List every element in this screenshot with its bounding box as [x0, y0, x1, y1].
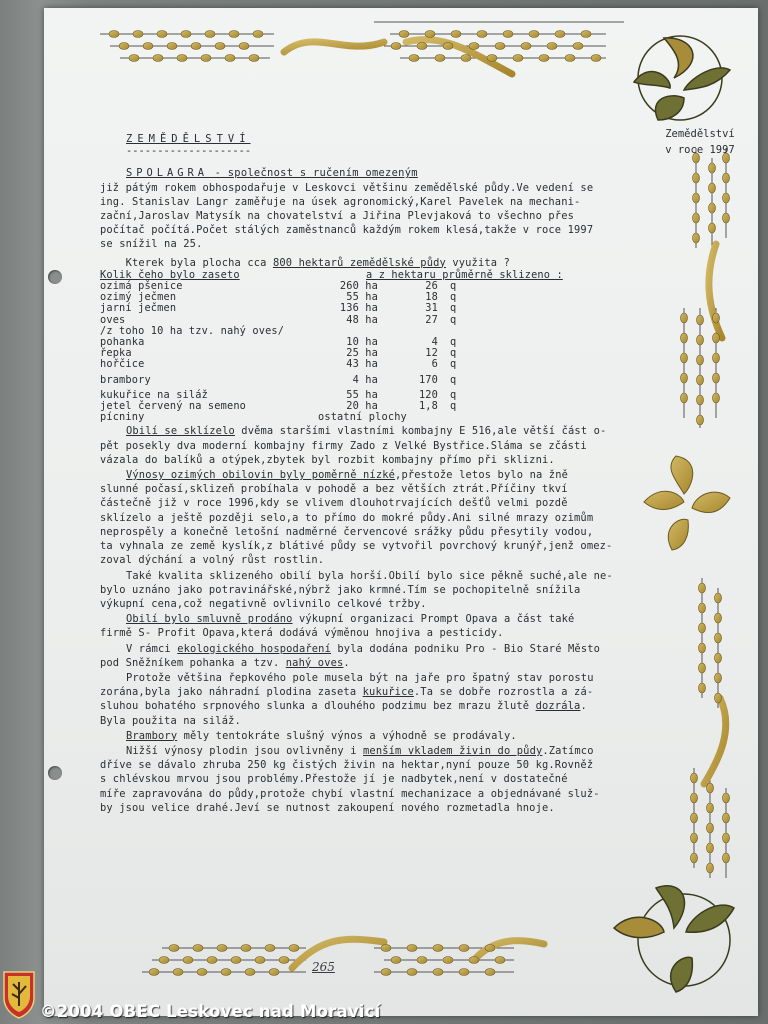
table-cell-empty — [498, 375, 534, 386]
gold-dot — [459, 969, 469, 976]
gold-dot — [241, 945, 251, 952]
gold-dot — [461, 55, 471, 62]
gold-dot — [715, 653, 722, 663]
gold-dot — [707, 863, 714, 873]
crop-unit: q — [450, 358, 457, 371]
table-header-right: a z hektaru průměrně sklizeno : — [366, 268, 563, 281]
crop-yield: 170 — [418, 373, 438, 386]
gold-dot — [477, 31, 487, 38]
gold-dot — [407, 945, 417, 952]
crop-name: ozimý ječmen — [100, 291, 177, 304]
intro-line: již pátým rokem obhospodařuje v Leskovci většinu zemědělské půdy.Ve vedení se — [100, 181, 594, 194]
gold-dot — [709, 183, 716, 193]
paragraph-line — [100, 453, 700, 467]
top-dotted-rule — [100, 22, 624, 58]
paragraph-line — [100, 685, 700, 699]
text-segment: neprospěly a konečně letošní nadměrné červencové srážky půdu přesytily vodou, — [100, 525, 594, 538]
text-segment: sklízelo a ještě později selo,a to přímo do mokré půdy.Ani silné mrazy ozimům — [100, 511, 594, 524]
gold-dot — [381, 945, 391, 952]
text-segment: ta vyhnala ze země kyslík,z blátivé půdy se vytvořil povrchový krunýř,jenž omez- — [100, 540, 613, 553]
paragraph-line — [100, 642, 700, 656]
gold-dot — [153, 55, 163, 62]
paragraph-line — [100, 699, 700, 713]
gold-dot — [715, 633, 722, 643]
gold-dot — [513, 55, 523, 62]
gold-dot — [253, 31, 263, 38]
heading-rule: -------------------- — [126, 145, 252, 158]
crop-yield — [378, 412, 438, 423]
paragraph-line — [100, 612, 700, 626]
company-name: SPOLAGRA — [126, 167, 209, 180]
paragraph-line — [100, 729, 700, 743]
paragraph-line — [100, 424, 700, 438]
gold-dot — [255, 957, 265, 964]
paragraph — [100, 729, 700, 743]
crop-yield: 27 — [425, 313, 438, 326]
gold-dot — [173, 969, 183, 976]
text-segment: by jsou velice drahé.Jeví se nutnost zakoupení nového rozmetadla hnoje. — [100, 801, 555, 814]
table-cell-empty — [498, 292, 534, 303]
crop-area: 25 ha — [346, 347, 378, 360]
copyright-text: ©2004 OBEC Leskovec nad Moravicí — [40, 1002, 381, 1021]
gold-dot — [143, 43, 153, 50]
crop-area: 20 ha — [346, 400, 378, 413]
side-note-line1: Zemědělství — [665, 128, 735, 140]
crop-area: 48 ha — [346, 313, 378, 326]
text-segment: míře zapravována do půdy,protože chybí vlastní mechanizace a objednávané služ- — [100, 787, 600, 800]
crop-yield: 12 — [425, 347, 438, 360]
crop-table — [100, 270, 700, 424]
crop-name: /z toho 10 ha tzv. nahý oves/ — [100, 324, 285, 337]
paragraph — [100, 468, 700, 567]
text-segment: ,přestože letos bylo na žně — [395, 469, 569, 482]
gold-dot — [229, 31, 239, 38]
corner-flower-bottom — [614, 886, 734, 992]
paragraph-line — [100, 744, 700, 758]
table-cell-empty — [498, 281, 534, 292]
gold-dot — [269, 969, 279, 976]
crop-unit: q — [450, 347, 457, 360]
gold-dot — [181, 31, 191, 38]
gold-dot — [239, 43, 249, 50]
gold-dot — [443, 43, 453, 50]
paragraph-line — [100, 671, 700, 685]
crop-yield: 120 — [418, 388, 438, 401]
table-cell-empty — [498, 390, 534, 401]
paragraph-line — [100, 553, 700, 567]
table-header-left: Kolik čeho bylo zaseto — [100, 268, 240, 281]
table-cell-empty — [498, 326, 534, 337]
gold-dot — [713, 373, 720, 383]
underlined-phrase: Výnosy ozimých obilovin byly poměrně nízké — [126, 469, 396, 482]
gold-dot — [407, 969, 417, 976]
gold-dot — [443, 957, 453, 964]
gold-dot — [197, 969, 207, 976]
gold-dot — [193, 945, 203, 952]
underlined-phrase: kukuřice — [362, 686, 414, 699]
area-after: využita ? — [445, 256, 510, 269]
text-segment: byla dodána podniku Pro - Bio Staré Město — [331, 642, 601, 655]
top-swirl — [284, 42, 384, 52]
crop-name: jarní ječmen — [100, 302, 177, 315]
gold-dot — [565, 55, 575, 62]
table-cell-empty — [498, 348, 534, 359]
paragraph-line — [100, 569, 700, 583]
gold-dot — [231, 957, 241, 964]
gold-dot — [167, 43, 177, 50]
paragraph — [100, 671, 700, 728]
gold-dot — [409, 55, 419, 62]
gold-dot — [723, 793, 730, 803]
paragraph — [100, 642, 700, 670]
table-cell-empty — [498, 359, 534, 370]
intro-line: počítač počítá.Počet stálých zaměstnanců každým rokem klesá,takže v roce 1997 — [100, 224, 594, 237]
crop-name: brambory — [100, 373, 151, 386]
gold-dot — [573, 43, 583, 50]
gold-dot — [109, 31, 119, 38]
paragraph-line — [100, 772, 700, 786]
gold-dot — [201, 55, 211, 62]
gold-dot — [691, 853, 698, 863]
gold-dot — [503, 31, 513, 38]
text-segment: Byla použita na siláž. — [100, 714, 241, 727]
text-segment: zorána,byla jako náhradní plodina zaseta — [100, 686, 363, 699]
gold-dot — [169, 945, 179, 952]
crop-yield: 6 — [431, 358, 438, 371]
text-segment: částečně již v roce 1996,kdy se vlivem dlouhotrvajících dešťů velmi pozdě — [100, 497, 568, 510]
gold-dot — [521, 43, 531, 50]
crop-name: pohanka — [100, 336, 145, 349]
text-segment: Protože většina řepkového pole musela být na jaře pro špatný stav porostu — [126, 671, 594, 684]
gold-dot — [451, 31, 461, 38]
gold-dot — [547, 43, 557, 50]
crop-unit: q — [450, 302, 457, 315]
gold-dot — [391, 43, 401, 50]
underlined-phrase: Brambory — [126, 729, 178, 742]
company-line — [126, 166, 700, 180]
text-segment: sluhou bohatého srpnového slunka a dlouhého podzimu bez mrazu žlutě — [100, 700, 536, 713]
gold-dot — [713, 393, 720, 403]
gold-dot — [485, 969, 495, 976]
gold-dot — [433, 969, 443, 976]
text-segment: V rámci — [126, 642, 178, 655]
paragraph-line — [100, 583, 700, 597]
gold-dot — [133, 31, 143, 38]
gold-dot — [391, 957, 401, 964]
text-segment: .Zatímco — [542, 744, 594, 757]
area-line — [100, 256, 700, 270]
gold-dot — [723, 193, 730, 203]
text-segment: . — [580, 700, 587, 713]
text-segment: měly tentokráte slušný výnos a výhodně se prodávaly. — [177, 729, 517, 742]
section-heading: ZEMĚDĚLSTVÍ — [126, 133, 251, 145]
text-segment: s chlévskou mrvou jsou problémy.Přestože jí je nadbytek,není v dostatečné — [100, 773, 568, 786]
text-segment: Nižší výnosy plodin jsou ovlivněny i — [126, 744, 364, 757]
gold-dot — [709, 223, 716, 233]
gold-dot — [469, 957, 479, 964]
gold-dot — [221, 969, 231, 976]
text-segment: Také kvalita sklizeného obilí byla horší.Obilí bylo sice pěkně suché,ale ne- — [126, 569, 613, 582]
gold-dot — [691, 833, 698, 843]
crop-unit: q — [450, 373, 457, 386]
crop-unit: q — [450, 388, 457, 401]
gold-dot — [265, 945, 275, 952]
text-segment: bylo uznáno jako potravinářské,nýbrž jako krmné.Tím se pochopitelně snížila — [100, 583, 581, 596]
gold-dot — [709, 163, 716, 173]
gold-dot — [485, 945, 495, 952]
chronicle-text — [100, 122, 700, 815]
crop-name: řepka — [100, 347, 132, 360]
gold-dot — [723, 833, 730, 843]
gold-dot — [191, 43, 201, 50]
paragraph-line — [100, 539, 700, 553]
gold-dot — [713, 333, 720, 343]
underlined-phrase: dozrála — [535, 700, 581, 713]
page-number: 265 — [312, 960, 335, 974]
crop-area: 55 ha — [346, 388, 378, 401]
text-segment: slunné počasí,sklizeň probíhala v pohodě a bez větších ztrát.Příčiny tkví — [100, 483, 568, 496]
crop-yield: 4 — [431, 336, 438, 349]
crop-area: 55 ha — [346, 291, 378, 304]
gold-dot — [723, 813, 730, 823]
text-segment: .Ta se dobře rozrostla a zá- — [413, 686, 594, 699]
gold-dot — [215, 43, 225, 50]
gold-dot — [715, 673, 722, 683]
paragraph-line — [100, 439, 700, 453]
crop-name: jetel červený na semeno — [100, 400, 247, 413]
paragraph — [100, 424, 700, 467]
gold-dot — [279, 957, 289, 964]
gold-dot — [715, 593, 722, 603]
crop-area: 136 ha — [339, 302, 378, 315]
gold-dot — [459, 945, 469, 952]
gold-dot — [245, 969, 255, 976]
gold-dot — [177, 55, 187, 62]
text-segment: vázala do balíků a otýpek,zbytek byl rozbit kombajny přímo při sklizni. — [100, 453, 555, 466]
text-segment: pod Sněžníkem pohanka a tzv. — [100, 656, 286, 669]
underlined-phrase: Obilí se sklízelo — [126, 425, 235, 438]
gold-dot — [433, 945, 443, 952]
crop-yield: 18 — [425, 291, 438, 304]
company-type: - společnost s ručením omezeným — [208, 167, 418, 180]
gold-dot — [707, 803, 714, 813]
gold-dot — [715, 693, 722, 703]
underlined-phrase: nahý oves — [285, 656, 344, 669]
table-cell-empty — [498, 315, 534, 326]
crop-name: hořčice — [100, 358, 145, 371]
gold-dot — [529, 31, 539, 38]
gold-dot — [157, 31, 167, 38]
paragraph-line — [100, 787, 700, 801]
crop-area: 4 ha — [352, 373, 378, 386]
gold-dot — [119, 43, 129, 50]
paragraph-line — [100, 482, 700, 496]
gold-dot — [495, 43, 505, 50]
gold-dot — [207, 957, 217, 964]
crop-area: 43 ha — [346, 358, 378, 371]
crop-yield: 31 — [425, 302, 438, 315]
gold-dot — [715, 613, 722, 623]
gold-dot — [591, 55, 601, 62]
gold-dot — [417, 957, 427, 964]
text-segment: dříve se dávalo zhruba 250 kg čistých živin na hektar,nyní pouze 50 kg.Rovněž — [100, 759, 594, 772]
gold-dot — [381, 969, 391, 976]
crop-unit: q — [450, 291, 457, 304]
paragraph-line — [100, 656, 700, 670]
table-cell-empty — [498, 303, 534, 314]
paragraph-line — [100, 626, 700, 640]
paragraph-line — [100, 758, 700, 772]
area-before: Kterek byla plocha cca — [100, 256, 273, 269]
text-segment: . — [343, 656, 350, 669]
crop-yield: 26 — [425, 280, 438, 293]
gold-dot — [205, 31, 215, 38]
gold-dot — [581, 31, 591, 38]
intro-line: ing. Stanislav Langr zaměřuje na úsek agronomický,Karel Pavelek na mechani- — [100, 195, 581, 208]
gold-dot — [425, 31, 435, 38]
gold-dot — [129, 55, 139, 62]
crop-unit: q — [450, 336, 457, 349]
area-underlined: 800 hektarů zemědělské půdy — [272, 256, 446, 269]
gold-dot — [469, 43, 479, 50]
text-segment: pět posekly dva moderní kombajny firmy Zado z Velké Bystřice.Sláma se zčásti — [100, 439, 587, 452]
gold-dot — [707, 843, 714, 853]
paragraph — [100, 744, 700, 815]
table-cell-empty — [498, 412, 534, 423]
text-segment: výkupní cena,což negativně ovlivnilo celkové tržby. — [100, 597, 427, 610]
chronicle-page — [44, 8, 758, 1016]
paragraph-line — [100, 801, 700, 815]
crop-unit: q — [450, 280, 457, 293]
gold-dot — [723, 213, 730, 223]
table-cell-empty — [498, 337, 534, 348]
gold-dot — [225, 55, 235, 62]
text-segment: firmě S- Profit Opava,která dodává výměnou hnojiva a pesticidy. — [100, 627, 504, 640]
gold-dot — [435, 55, 445, 62]
gold-dot — [555, 31, 565, 38]
underlined-phrase: menším vkladem živin do půdy — [363, 744, 543, 757]
crop-unit: q — [450, 400, 457, 413]
crop-area: 260 ha — [339, 280, 378, 293]
crop-unit — [438, 326, 498, 337]
paragraph — [100, 612, 700, 640]
gold-dot — [723, 173, 730, 183]
crop-yield — [378, 326, 438, 337]
gold-dot — [183, 957, 193, 964]
gold-dot — [399, 31, 409, 38]
text-segment: zoval dýchání a volný růst rostlin. — [100, 554, 325, 567]
gold-dot — [713, 353, 720, 363]
crop-name: oves — [100, 313, 126, 326]
gold-dot — [495, 957, 505, 964]
crop-name: kukuřice na siláž — [100, 388, 208, 401]
side-note-line2: v roce 1997 — [665, 144, 735, 156]
body-paragraphs — [100, 424, 700, 814]
paragraph-line — [100, 714, 700, 728]
intro-line: se snížil na 25. — [100, 238, 203, 251]
text-segment: výkupní organizaci Prompt Opava a část také — [292, 613, 575, 626]
paragraph-line — [100, 525, 700, 539]
gold-dot — [707, 823, 714, 833]
gold-dot — [249, 55, 259, 62]
gold-dot — [539, 55, 549, 62]
crop-name: ozimá pšenice — [100, 280, 183, 293]
corner-flower-top — [634, 36, 730, 120]
gold-dot — [149, 969, 159, 976]
paragraph-line — [100, 511, 700, 525]
crop-yield: 1,8 — [418, 400, 438, 413]
paragraph — [100, 569, 700, 612]
intro-line: zační,Jaroslav Matysík na chovatelství a Jiřina Plevjaková to všechno přes — [100, 210, 575, 223]
crop-area: ostatní plochy — [318, 411, 407, 424]
paragraph-line — [100, 496, 700, 510]
gold-dot — [707, 783, 714, 793]
crop-area: 10 ha — [346, 336, 378, 349]
crop-unit: q — [450, 313, 457, 326]
underlined-phrase: Obilí bylo smluvně prodáno — [126, 613, 293, 626]
footer — [0, 998, 768, 1024]
gold-dot — [713, 313, 720, 323]
gold-dot — [417, 43, 427, 50]
gold-dot — [159, 957, 169, 964]
underlined-phrase: ekologického hospodaření — [177, 642, 331, 655]
gold-dot — [709, 203, 716, 213]
intro-paragraph — [100, 181, 700, 256]
crop-name: pícniny — [100, 411, 145, 424]
gold-dot — [723, 853, 730, 863]
text-segment: dvěma staršími vlastními kombajny E 516,ale větší část o- — [234, 425, 607, 438]
municipality-logo — [2, 968, 36, 1020]
gold-dot — [217, 945, 227, 952]
gold-dot — [487, 55, 497, 62]
table-cell-empty — [498, 401, 534, 412]
paragraph-line — [100, 597, 700, 611]
crop-unit — [438, 412, 498, 423]
gold-dot — [289, 945, 299, 952]
paragraph-line — [100, 468, 700, 482]
